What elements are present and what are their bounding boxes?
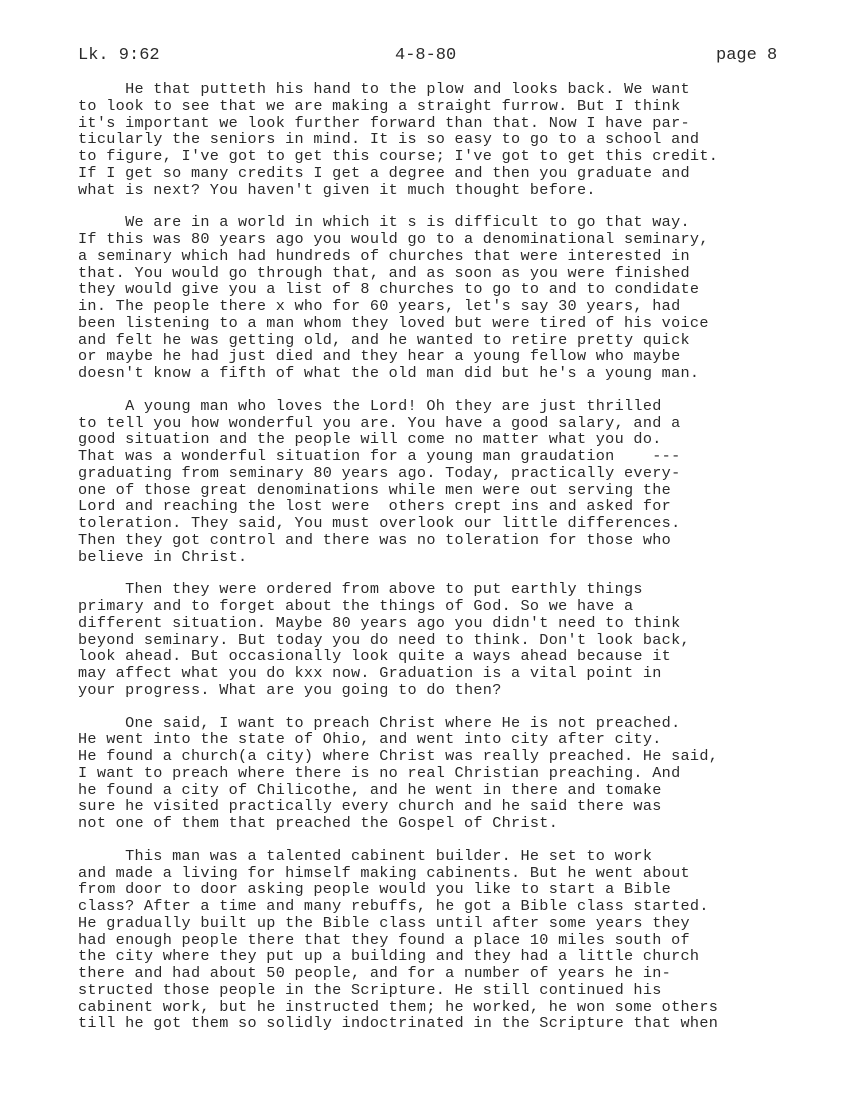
text-line: look ahead. But occasionally look quite a ways ahead because it [78, 647, 672, 666]
text-line: Then they were ordered from above to put earthly things [78, 580, 643, 599]
text-line: it's important we look further forward than that. Now I have par- [78, 113, 690, 132]
text-line: He that putteth his hand to the plow and looks back. We want [78, 80, 690, 98]
text-line: in. The people there x who for 60 years, let's say 30 years, had [78, 297, 681, 315]
text-line: If this was 80 years ago you would go to a denominational seminary, [78, 230, 709, 248]
text-line: had enough people there that they found a place 10 miles south of [78, 930, 690, 949]
page-number: page 8 [716, 46, 778, 65]
text-line: beyond seminary. But today you do need to think. Don't look back, [78, 630, 690, 649]
paragraph [78, 848, 798, 1032]
text-line: to look to see that we are making a straight furrow. But I think [78, 96, 681, 115]
text-line: what is next? You haven't given it much thought before. [78, 180, 596, 199]
text-line: your progress. What are you going to do then? [78, 680, 502, 699]
text-line: We are in a world in which it s is difficult to go that way. [78, 213, 690, 232]
text-line: He found a church(a city) where Christ was really preached. He said, [78, 747, 719, 765]
paragraph [78, 581, 798, 698]
text-line: primary and to forget about the things of God. So we have a [78, 597, 634, 615]
text-line: Lord and reaching the lost were others crept ins and asked for [78, 497, 672, 516]
text-line: they would give you a list of 8 churches to go to and to condidate [78, 280, 700, 299]
text-line: different situation. Maybe 80 years ago you didn't need to think [78, 613, 681, 632]
text-line: A young man who loves the Lord! Oh they are just thrilled [78, 396, 662, 415]
text-line: that. You would go through that, and as soon as you were finished [78, 263, 690, 282]
text-line: till he got them so solidly indoctrinated in the Scripture that when [78, 1014, 719, 1033]
text-line: doesn't know a fifth of what the old man did but he's a young man. [78, 364, 700, 382]
text-line: He gradually built up the Bible class until after some years they [78, 913, 690, 932]
paragraph [78, 398, 798, 566]
text-line: Then they got control and there was no toleration for those who [78, 530, 672, 549]
paragraph [78, 715, 798, 832]
text-line: to figure, I've got to get this course; I've got to get this credit. [78, 147, 719, 165]
text-line: sure he visited practically every church and he said there was [78, 797, 662, 816]
text-line: the city where they put up a building and they had a little church [78, 947, 700, 966]
text-line: One said, I want to preach Christ where He is not preached. [78, 713, 681, 732]
text-line: believe in Christ. [78, 547, 248, 566]
text-line: a seminary which had hundreds of churches that were interested in [78, 246, 690, 265]
text-line: from door to door asking people would you like to start a Bible [78, 880, 672, 899]
text-line: there and had about 50 people, and for a number of years he in- [78, 964, 672, 982]
text-line: good situation and the people will come no matter what you do. [78, 430, 662, 449]
text-line: and made a living for himself making cabinents. But he went about [78, 863, 690, 882]
text-line: been listening to a man whom they loved but were tired of his voice [78, 313, 709, 332]
document-date: 4-8-80 [395, 46, 457, 65]
text-line: He went into the state of Ohio, and went into city after city. [78, 730, 662, 749]
text-line: one of those great denominations while men were out serving the [78, 480, 672, 499]
document-body [78, 81, 798, 1048]
text-line: or maybe he had just died and they hear a young fellow who maybe [78, 347, 681, 366]
text-line: I want to preach where there is no real Christian preaching. And [78, 763, 681, 782]
text-line: he found a city of Chilicothe, and he went in there and tomake [78, 780, 662, 799]
text-line: toleration. They said, You must overlook our little differences. [78, 514, 681, 532]
scripture-reference: Lk. 9:62 [78, 46, 160, 65]
paragraph [78, 214, 798, 382]
text-line: may affect what you do kxx now. Graduation is a vital point in [78, 664, 662, 682]
text-line: That was a wonderful situation for a young man graudation --- [78, 447, 681, 465]
paragraph [78, 81, 798, 198]
text-line: not one of them that preached the Gospel of Christ. [78, 814, 559, 832]
text-line: class? After a time and many rebuffs, he got a Bible class started. [78, 897, 709, 915]
text-line: If I get so many credits I get a degree and then you graduate and [78, 163, 690, 182]
text-line: graduating from seminary 80 years ago. Today, practically every- [78, 463, 681, 482]
text-line: to tell you how wonderful you are. You have a good salary, and a [78, 413, 681, 432]
text-line: cabinent work, but he instructed them; he worked, he won some others [78, 997, 719, 1016]
text-line: and felt he was getting old, and he wanted to retire pretty quick [78, 330, 690, 349]
text-line: structed those people in the Scripture. He still continued his [78, 980, 662, 999]
text-line: ticularly the seniors in mind. It is so easy to go to a school and [78, 130, 700, 149]
text-line: This man was a talented cabinent builder. He set to work [78, 846, 653, 865]
